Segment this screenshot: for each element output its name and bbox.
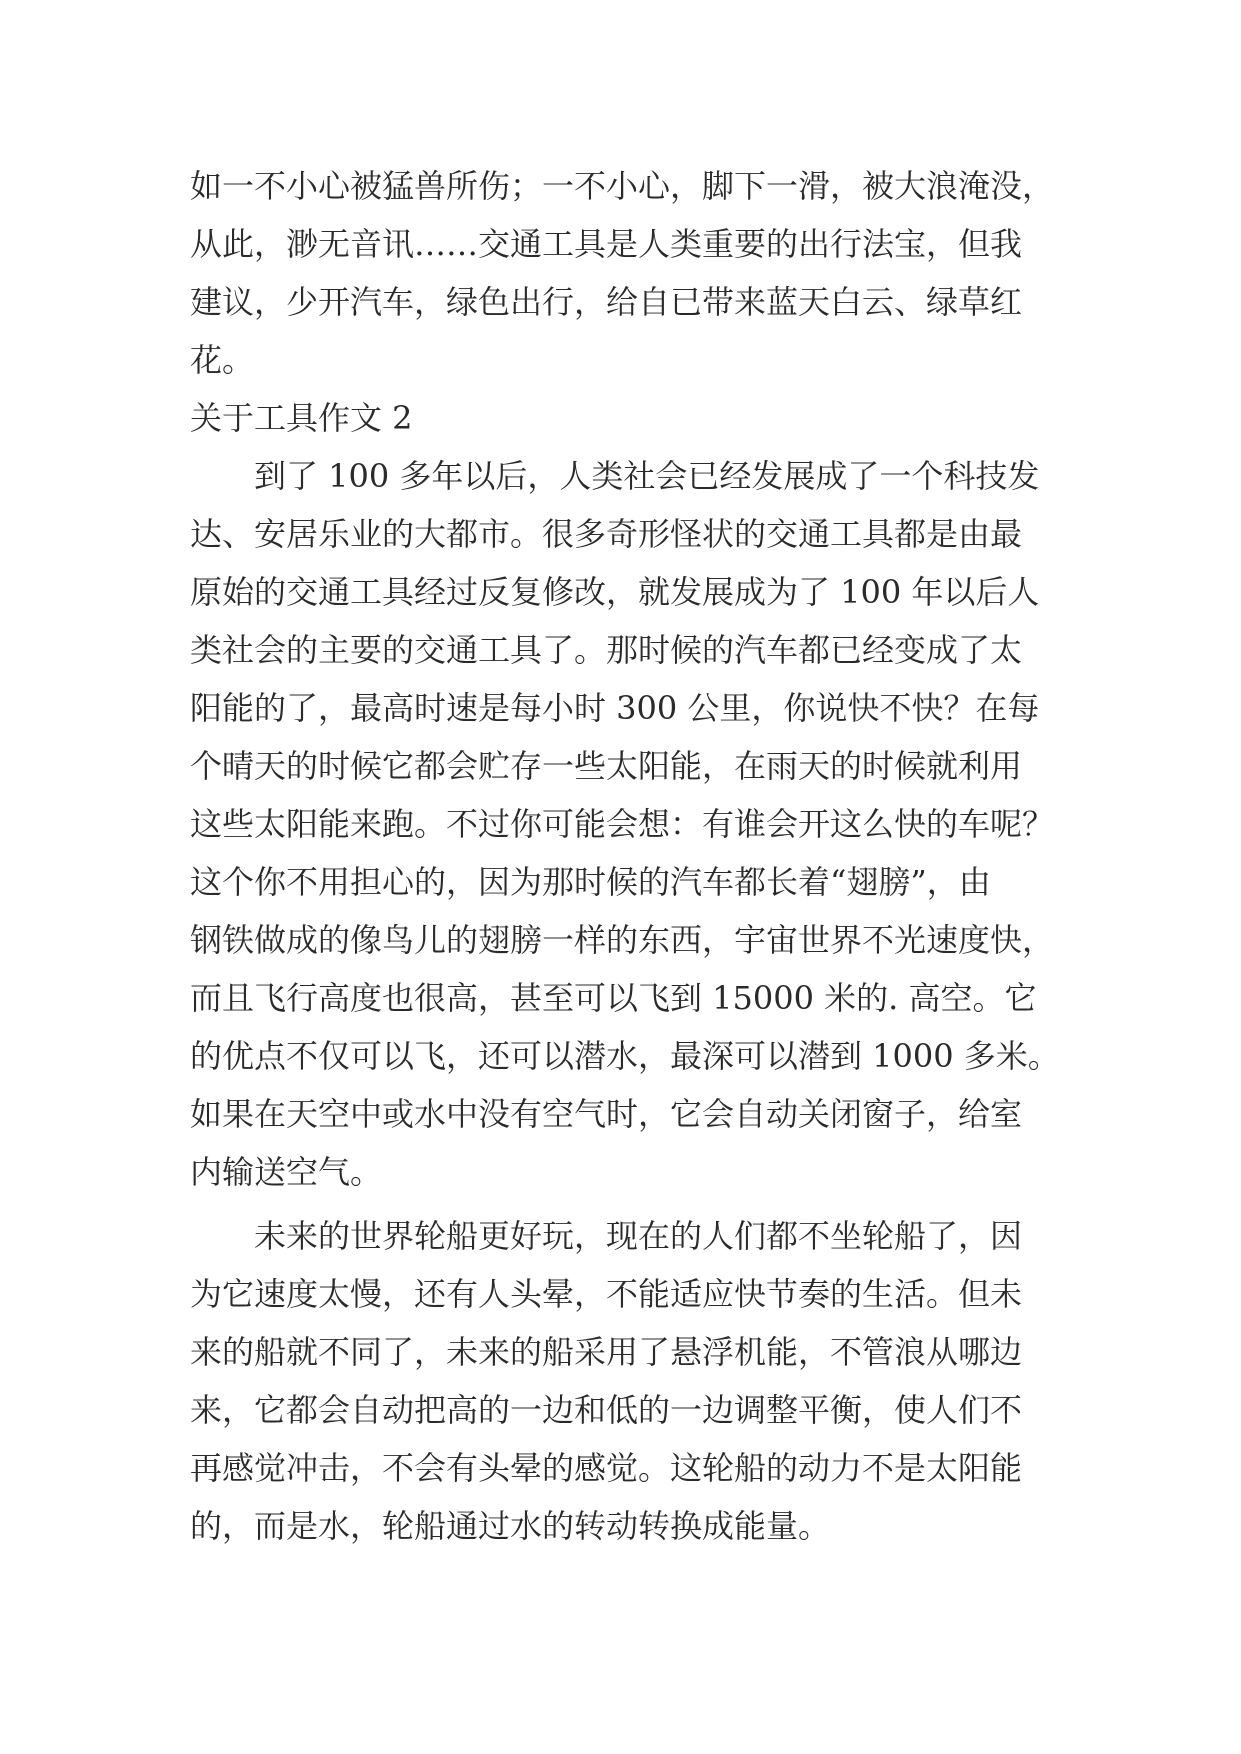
paragraph-line: 再感觉冲击，不会有头晕的感觉。这轮船的动力不是太阳能 bbox=[190, 1449, 1023, 1487]
paragraph-line: 个晴天的时候它都会贮存一些太阳能，在雨天的时候就利用 bbox=[190, 747, 1023, 785]
paragraph-line: 建议，少开汽车，绿色出行，给自已带来蓝天白云、绿草红 bbox=[190, 283, 1023, 321]
paragraph-line: 的，而是水，轮船通过水的转动转换成能量。 bbox=[190, 1507, 831, 1545]
paragraph-2 bbox=[190, 447, 1070, 1201]
paragraph-line: 这个你不用担心的，因为那时候的汽车都长着“翅膀”，由 bbox=[190, 863, 991, 901]
paragraph-line: 原始的交通工具经过反复修改，就发展成为了 100 年以后人 bbox=[190, 573, 1040, 611]
paragraph-1 bbox=[190, 157, 1070, 389]
paragraph-line: 未来的世界轮船更好玩，现在的人们都不坐轮船了，因 bbox=[254, 1217, 1023, 1255]
paragraph-line: 这些太阳能来跑。不过你可能会想：有谁会开这么快的车呢？ bbox=[190, 805, 1055, 843]
section-title: 关于工具作文 2 bbox=[190, 399, 413, 437]
paragraph-line: 而且飞行高度也很高，甚至可以飞到 15000 米的. 高空。它 bbox=[190, 979, 1037, 1017]
paragraph-line: 阳能的了，最高时速是每小时 300 公里，你说快不快？在每 bbox=[190, 689, 1040, 727]
paragraph-line: 如果在天空中或水中没有空气时，它会自动关闭窗子，给室 bbox=[190, 1095, 1023, 1133]
paragraph-line: 类社会的主要的交通工具了。那时候的汽车都已经变成了太 bbox=[190, 631, 1023, 669]
paragraph-line: 达、安居乐业的大都市。很多奇形怪状的交通工具都是由最 bbox=[190, 515, 1023, 553]
paragraph-line: 花。 bbox=[190, 341, 255, 379]
paragraph-line: 到了 100 多年以后，人类社会已经发展成了一个科技发 bbox=[254, 457, 1040, 495]
document-page bbox=[190, 157, 1070, 1555]
paragraph-line: 从此，渺无音讯……交通工具是人类重要的出行法宝，但我 bbox=[190, 225, 1023, 263]
paragraph-line: 为它速度太慢，还有人头晕，不能适应快节奏的生活。但未 bbox=[190, 1275, 1023, 1313]
paragraph-line: 内输送空气。 bbox=[190, 1153, 383, 1191]
paragraph-3 bbox=[190, 1207, 1070, 1555]
paragraph-line: 来的船就不同了，未来的船采用了悬浮机能，不管浪从哪边 bbox=[190, 1333, 1023, 1371]
paragraph-line: 来，它都会自动把高的一边和低的一边调整平衡，使人们不 bbox=[190, 1391, 1023, 1429]
paragraph-line: 钢铁做成的像鸟儿的翅膀一样的东西，宇宙世界不光速度快， bbox=[190, 921, 1055, 959]
paragraph-line: 的优点不仅可以飞，还可以潜水，最深可以潜到 1000 多米。 bbox=[190, 1037, 1060, 1075]
paragraph-line: 如一不小心被猛兽所伤；一不小心，脚下一滑，被大浪淹没， bbox=[190, 167, 1055, 205]
